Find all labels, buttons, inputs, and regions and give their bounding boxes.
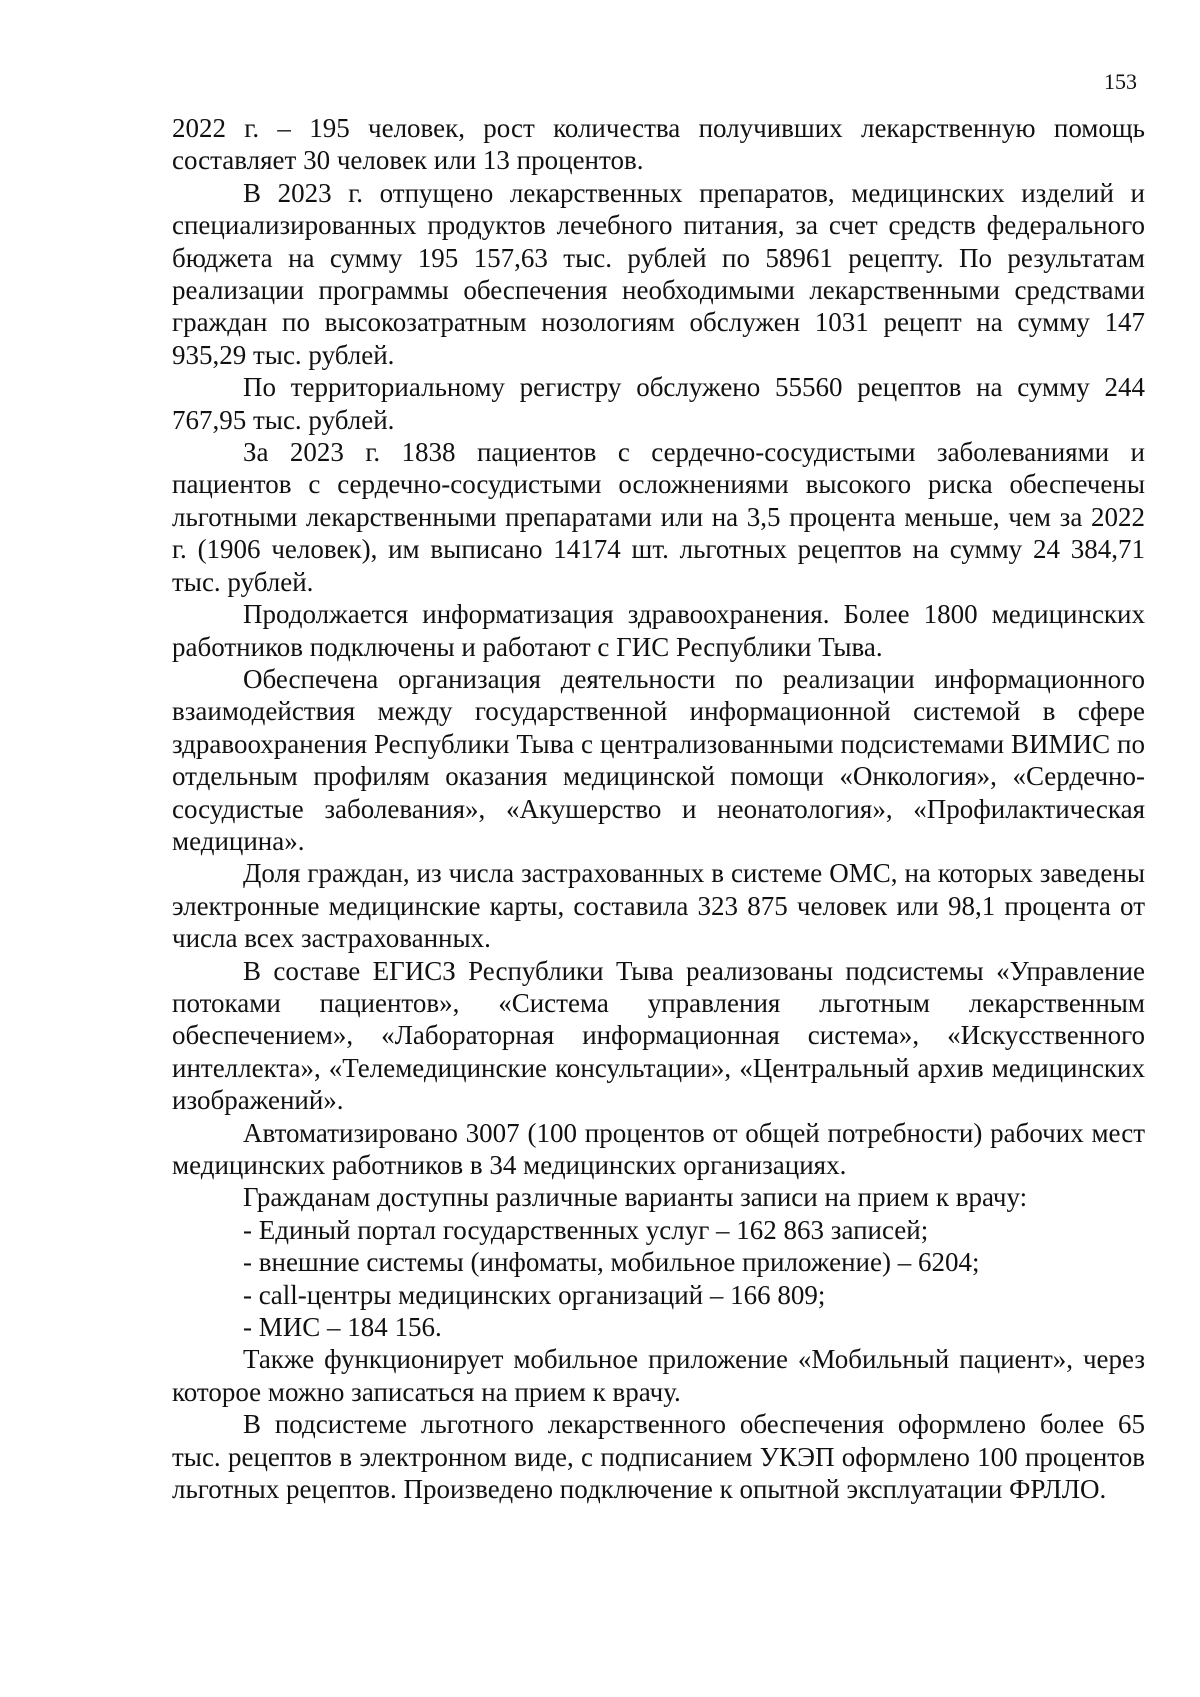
- paragraph: По территориальному регистру обслужено 55560 рецептов на сумму 244 767,95 тыс. рублей.: [172, 372, 1145, 435]
- paragraph: В составе ЕГИСЗ Республики Тыва реализованы подсистемы «Управление потоками пациентов», «Система управления льготным лекарственным обеспечением», «Лабораторная информационная система», «Искусственного интеллекта», «Телемедицинские консультации», «Центральный архив медицинских изображений».: [172, 955, 1145, 1116]
- paragraph: Гражданам доступны различные варианты записи на прием к врачу:: [243, 1182, 1028, 1213]
- paragraph: Обеспечена организация деятельности по реализации информационного взаимодействия между государственной информационной системой в сфере здравоохранения Республики Тыва с централизованными подсистемами ВИМИС по отдельным профилям оказания медицинской помощи «Онкология», «Сердечно-сосудистые заболевания», «Акушерство и неонатология», «Профилактическая медицина».: [172, 663, 1145, 856]
- paragraph: Доля граждан, из числа застрахованных в системе ОМС, на которых заведены электронные медицинские карты, составила 323 875 человек или 98,1 процента от числа всех застрахованных.: [172, 858, 1145, 954]
- paragraph: Также функционирует мобильное приложение «Мобильный пациент», через которое можно записаться на прием к врачу.: [172, 1344, 1145, 1407]
- list-item: - Единый портал государственных услуг – 162 863 записей;: [243, 1214, 929, 1245]
- list-item: - внешние системы (инфоматы, мобильное приложение) – 6204;: [243, 1247, 980, 1278]
- paragraph: Продолжается информатизация здравоохранения. Более 1800 медицинских работников подключены и работают с ГИС Республики Тыва.: [172, 599, 1145, 662]
- page-number: 153: [1104, 69, 1137, 94]
- paragraph: Автоматизировано 3007 (100 процентов от общей потребности) рабочих мест медицинских работников в 34 медицинских организациях.: [172, 1117, 1145, 1180]
- paragraph: 2022 г. – 195 человек, рост количества получивших лекарственную помощь составляет 30 человек или 13 процентов.: [172, 113, 1145, 176]
- paragraph: В 2023 г. отпущено лекарственных препаратов, медицинских изделий и специализированных продуктов лечебного питания, за счет средств федерального бюджета на сумму 195 157,63 тыс. рублей по 58961 рецепту. По результатам реализации программы обеспечения необходимыми лекарственными средствами граждан по высокозатратным нозологиям обслужен 1031 рецепт на сумму 147 935,29 тыс. рублей.: [172, 177, 1145, 370]
- paragraph: В подсистеме льготного лекарственного обеспечения оформлено более 65 тыс. рецептов в электронном виде, с подписанием УКЭП оформлено 100 процентов льготных рецептов. Произведено подключение к опытной эксплуатации ФРЛЛО.: [172, 1409, 1145, 1505]
- paragraph: За 2023 г. 1838 пациентов с сердечно-сосудистыми заболеваниями и пациентов с сердечно-сосудистыми осложнениями высокого риска обеспечены льготными лекарственными препаратами или на 3,5 процента меньше, чем за 2022 г. (1906 человек), им выписано 14174 шт. льготных рецептов на сумму 24 384,71 тыс. рублей.: [172, 437, 1145, 597]
- list-item: - call-центры медицинских организаций – 166 809;: [243, 1279, 826, 1310]
- document-body: [172, 112, 1145, 1505]
- list-item: - МИС – 184 156.: [243, 1312, 442, 1343]
